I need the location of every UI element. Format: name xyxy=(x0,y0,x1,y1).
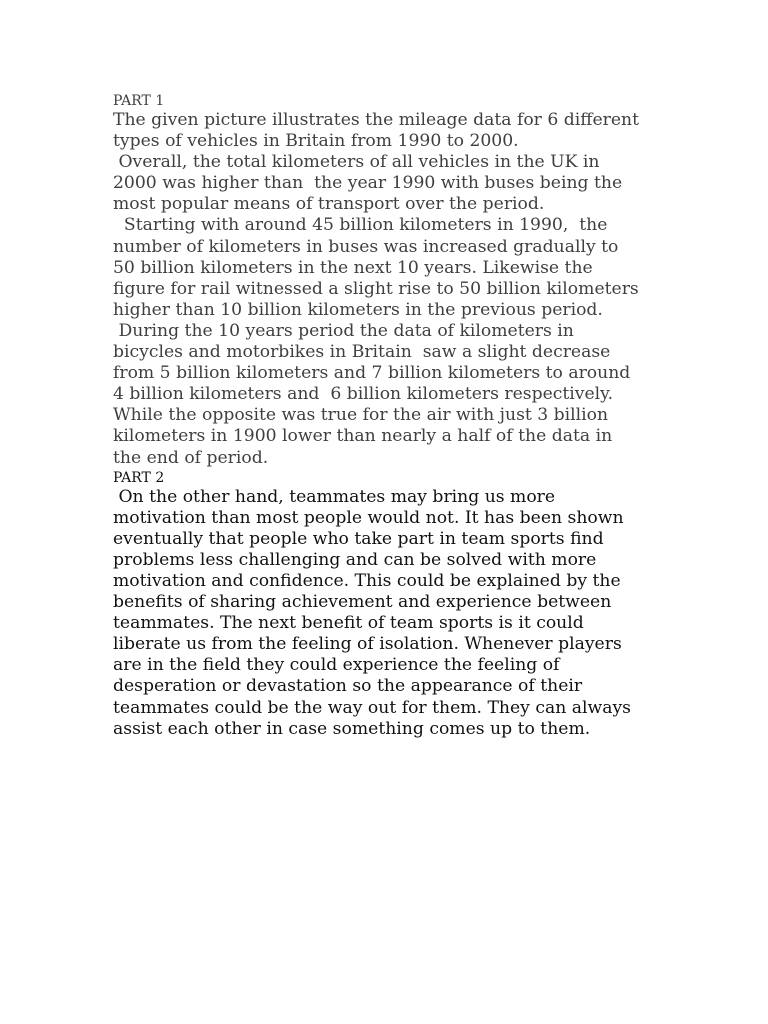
text-line: While the opposite was true for the air with just 3 billion xyxy=(113,405,609,426)
part1-section xyxy=(113,92,673,469)
text-line: On the other hand, teammates may bring us more xyxy=(113,486,556,507)
text-line: The given picture illustrates the mileage data for 6 different xyxy=(113,110,640,130)
text-line: liberate us from the feeling of isolation. Whenever players xyxy=(113,634,622,655)
part2-heading: PART 2 xyxy=(113,469,165,486)
text-line: higher than 10 billion kilometers in the previous period. xyxy=(113,299,603,320)
part2-body xyxy=(113,487,673,740)
text-line: assist each other in case something comes up to them. xyxy=(113,718,591,739)
text-line: most popular means of transport over the period. xyxy=(113,194,545,215)
text-line: Overall, the total kilometers of all vehicles in the UK in xyxy=(113,152,600,173)
text-line: During the 10 years period the data of kilometers in xyxy=(113,320,574,341)
part1-body xyxy=(113,110,673,469)
text-line: 2000 was higher than the year 1990 with buses being the xyxy=(113,173,623,194)
text-line: benefits of sharing achievement and experience between xyxy=(113,592,612,613)
text-line: kilometers in 1900 lower than nearly a half of the data in xyxy=(113,426,613,447)
text-line: number of kilometers in buses was increased gradually to xyxy=(113,236,619,257)
text-line: eventually that people who take part in team sports find xyxy=(113,528,604,549)
part2-section xyxy=(113,469,673,740)
text-line: motivation than most people would not. It has been shown xyxy=(113,507,624,528)
text-line: from 5 billion kilometers and 7 billion kilometers to around xyxy=(113,363,631,384)
text-line: figure for rail witnessed a slight rise to 50 billion kilometers xyxy=(113,278,639,299)
text-line: types of vehicles in Britain from 1990 to 2000. xyxy=(113,131,519,152)
text-line: teammates. The next benefit of team sports is it could xyxy=(113,613,584,634)
text-line: 4 billion kilometers and 6 billion kilometers respectively. xyxy=(113,384,614,405)
text-line: teammates could be the way out for them. They can always xyxy=(113,697,631,718)
text-line: bicycles and motorbikes in Britain saw a slight decrease xyxy=(113,342,611,363)
text-line: 50 billion kilometers in the next 10 years. Likewise the xyxy=(113,257,593,278)
text-line: desperation or devastation so the appearance of their xyxy=(113,676,583,697)
document-page xyxy=(113,92,673,740)
text-line: problems less challenging and can be solved with more xyxy=(113,549,597,570)
part1-heading: PART 1 xyxy=(113,93,165,109)
text-line: the end of period. xyxy=(113,447,269,468)
text-line: are in the field they could experience the feeling of xyxy=(113,655,560,676)
text-line: Starting with around 45 billion kilometers in 1990, the xyxy=(113,215,608,236)
text-line: motivation and confidence. This could be explained by the xyxy=(113,570,621,591)
